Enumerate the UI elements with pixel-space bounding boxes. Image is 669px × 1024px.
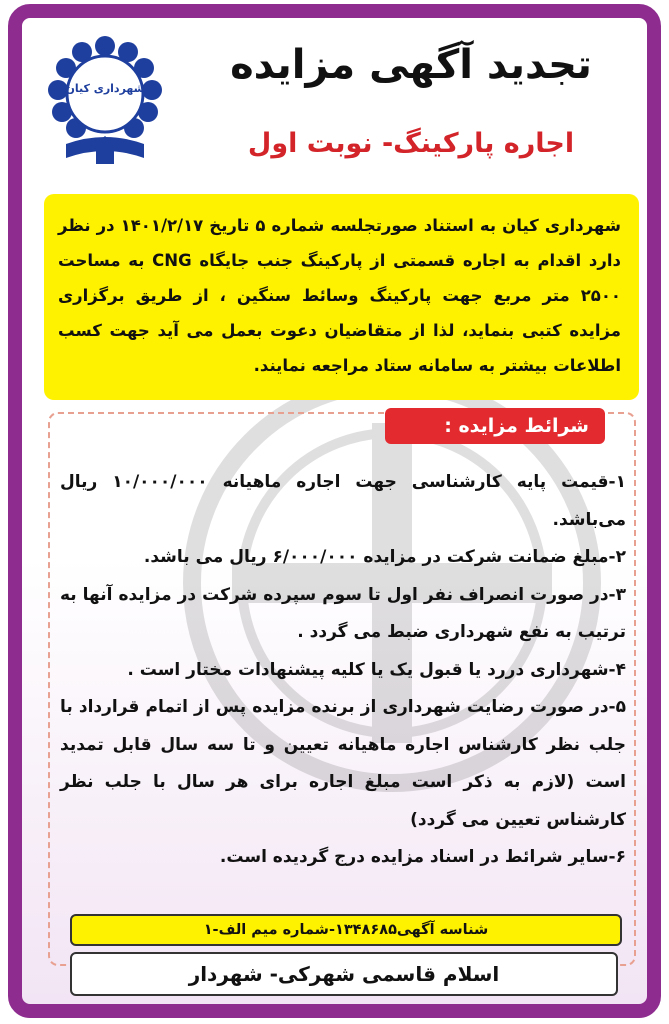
intro-paragraph: شهرداری کیان به استناد صورتجلسه شماره ۵ تاریخ ۱۴۰۱/۲/۱۷ در نظر دارد اقدام به اجاره قسمتی از پارکینگ جنب جایگاه CNG به مساحت ۲۵۰۰ متر مربع جهت پارکینگ وسائط سنگین ، از طریق برگزاری مزایده کتبی بنماید، لذا از متقاضیان دعوت بعمل می آید جهت کسب اطلاعات بیشتر به سامانه ستاد مراجعه نمایند. — [44, 194, 639, 400]
condition-item: ۳-در صورت انصراف نفر اول تا سوم سپرده شرکت در مزایده آنها به ترتیب به نفع شهرداری ضبط می گردد . — [60, 584, 626, 642]
condition-item: ۴-شهرداری دررد یا قبول یک یا کلیه پیشنهادات مختار است . — [127, 659, 626, 680]
condition-item: ۱-قیمت پایه کارشناسی جهت اجاره ماهیانه ۱۰/۰۰۰/۰۰۰ ریال می‌باشد. — [60, 472, 626, 530]
municipality-logo — [46, 32, 164, 170]
signature-label: اسلام قاسمی شهرکی- شهردار — [70, 952, 618, 996]
logo-text: شهرداری کیان — [65, 82, 145, 95]
condition-item: ۵-در صورت رضایت شهرداری از برنده مزایده پس از اتمام قرارداد با جلب نظر کارشناس اجاره ماهیانه تعیین و تا سه سال قابل تمدید است (لازم به ذکر است مبلغ اجاره برای هر سال با جلب نظر کارشناس تعیین می گردد) — [60, 697, 626, 830]
condition-item: ۶-سایر شرائط در اسناد مزایده درج گردیده است. — [219, 847, 626, 867]
notice-subtitle: اجاره پارکینگ- نوبت اول — [247, 128, 575, 159]
conditions-list — [60, 464, 626, 877]
condition-item: ۲-مبلغ ضمانت شرکت در مزایده ۶/۰۰۰/۰۰۰ ریال می باشد. — [143, 547, 626, 567]
notice-frame — [8, 4, 661, 1018]
notice-id-label: شناسه آگهی۱۳۴۸۶۸۵-شماره میم الف-۱ — [70, 914, 622, 946]
conditions-title: شرائط مزایده : — [385, 408, 605, 444]
notice-title: تجدید آگهی مزایده — [230, 42, 592, 88]
